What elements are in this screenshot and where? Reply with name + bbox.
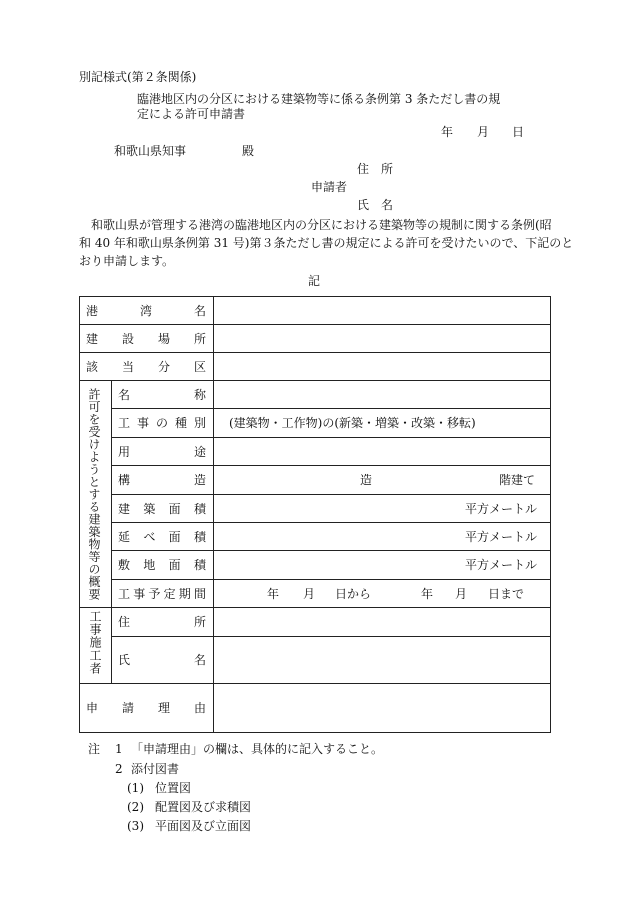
value-structure-floors: 階建て xyxy=(499,473,536,487)
date-month: 月 xyxy=(477,125,490,139)
note-2-number: 2 xyxy=(115,762,123,776)
attachment-1-number: (1) xyxy=(127,781,144,795)
field-usage[interactable] xyxy=(214,438,550,465)
schedule-from: 日から xyxy=(335,586,372,601)
date-day: 日 xyxy=(512,125,525,139)
label-structure: 構 造 xyxy=(118,473,206,487)
schedule-month-1: 月 xyxy=(303,586,316,601)
body-line-1: 和歌山県が管理する港湾の臨港地区内の分区における建築物等の規制に関する条例(昭 xyxy=(79,218,552,232)
note-1-text: 「申請理由」の欄は、具体的に記入すること。 xyxy=(131,742,384,756)
body-line-2: 和 40 年和歌山県条例第 31 号)第３条ただし書の規定による許可を受けたいので、下記のと xyxy=(79,236,574,250)
note-prefix: 注 xyxy=(88,742,101,756)
label-site-area: 敷 地 面 積 xyxy=(118,558,206,572)
schedule-year-2: 年 xyxy=(421,586,434,601)
body-line-3: おり申請します。 xyxy=(79,254,175,268)
label-contractor-name: 氏 名 xyxy=(118,653,206,667)
field-district[interactable] xyxy=(214,353,550,380)
group-label-building-overview: 許可を受けようとする建築物等の概要 xyxy=(87,388,101,601)
label-building-area: 建 築 面 積 xyxy=(118,501,206,516)
label-port-name: 港 湾 名 xyxy=(86,303,206,318)
label-usage: 用 途 xyxy=(118,444,206,459)
attachment-3-number: (3) xyxy=(127,819,144,833)
date-year: 年 xyxy=(441,125,454,139)
attachment-2-number: (2) xyxy=(127,800,144,814)
applicant-label: 申請者 xyxy=(311,180,348,194)
schedule-to: 日まで xyxy=(488,586,525,601)
addressee: 和歌山県知事 xyxy=(114,144,187,158)
schedule-year-1: 年 xyxy=(267,586,280,601)
attachment-2-text: 配置図及び求積図 xyxy=(155,800,252,814)
form-reference: 別記様式(第２条関係) xyxy=(79,70,197,84)
field-contractor-address[interactable] xyxy=(214,608,550,636)
honorific: 殿 xyxy=(242,144,255,158)
title-line-1: 臨港地区内の分区における建築物等に係る条例第 3 条ただし書の規 xyxy=(137,92,501,106)
unit-site-area: 平方メートル xyxy=(465,558,538,572)
title-line-2: 定による許可申請書 xyxy=(137,107,246,121)
field-construction-site[interactable] xyxy=(214,325,550,352)
applicant-name-label: 氏 名 xyxy=(357,198,394,212)
attachment-1-text: 位置図 xyxy=(155,781,192,795)
applicant-address-label: 住 所 xyxy=(357,162,394,176)
note-2-text: 添付図書 xyxy=(131,762,180,776)
label-contractor: 工事施工者 xyxy=(88,610,102,675)
label-district: 該 当 分 区 xyxy=(86,359,206,374)
field-name[interactable] xyxy=(214,381,550,408)
label-construction-site: 建 設 場 所 xyxy=(86,331,206,346)
value-work-type: (建築物・工作物)の(新築・増築・改築・移転) xyxy=(229,416,476,430)
label-name: 名 称 xyxy=(118,387,206,402)
schedule-month-2: 月 xyxy=(455,586,468,601)
attachment-3-text: 平面図及び立面図 xyxy=(155,819,252,833)
ki-heading: 記 xyxy=(308,274,321,288)
field-port-name[interactable] xyxy=(214,297,550,324)
unit-building-area: 平方メートル xyxy=(465,501,538,516)
label-contractor-address: 住 所 xyxy=(118,615,206,629)
label-reason: 申 請 理 由 xyxy=(86,701,206,715)
value-structure-zou: 造 xyxy=(360,473,373,487)
field-reason[interactable] xyxy=(214,684,550,732)
label-schedule: 工 事 予 定 期 間 xyxy=(118,586,206,601)
unit-floor-area: 平方メートル xyxy=(465,529,538,544)
label-floor-area: 延 べ 面 積 xyxy=(118,529,206,544)
label-work-type: 工 事 の 種 別 xyxy=(118,416,206,430)
note-1-number: 1 xyxy=(115,742,123,756)
field-contractor-name[interactable] xyxy=(214,637,550,683)
